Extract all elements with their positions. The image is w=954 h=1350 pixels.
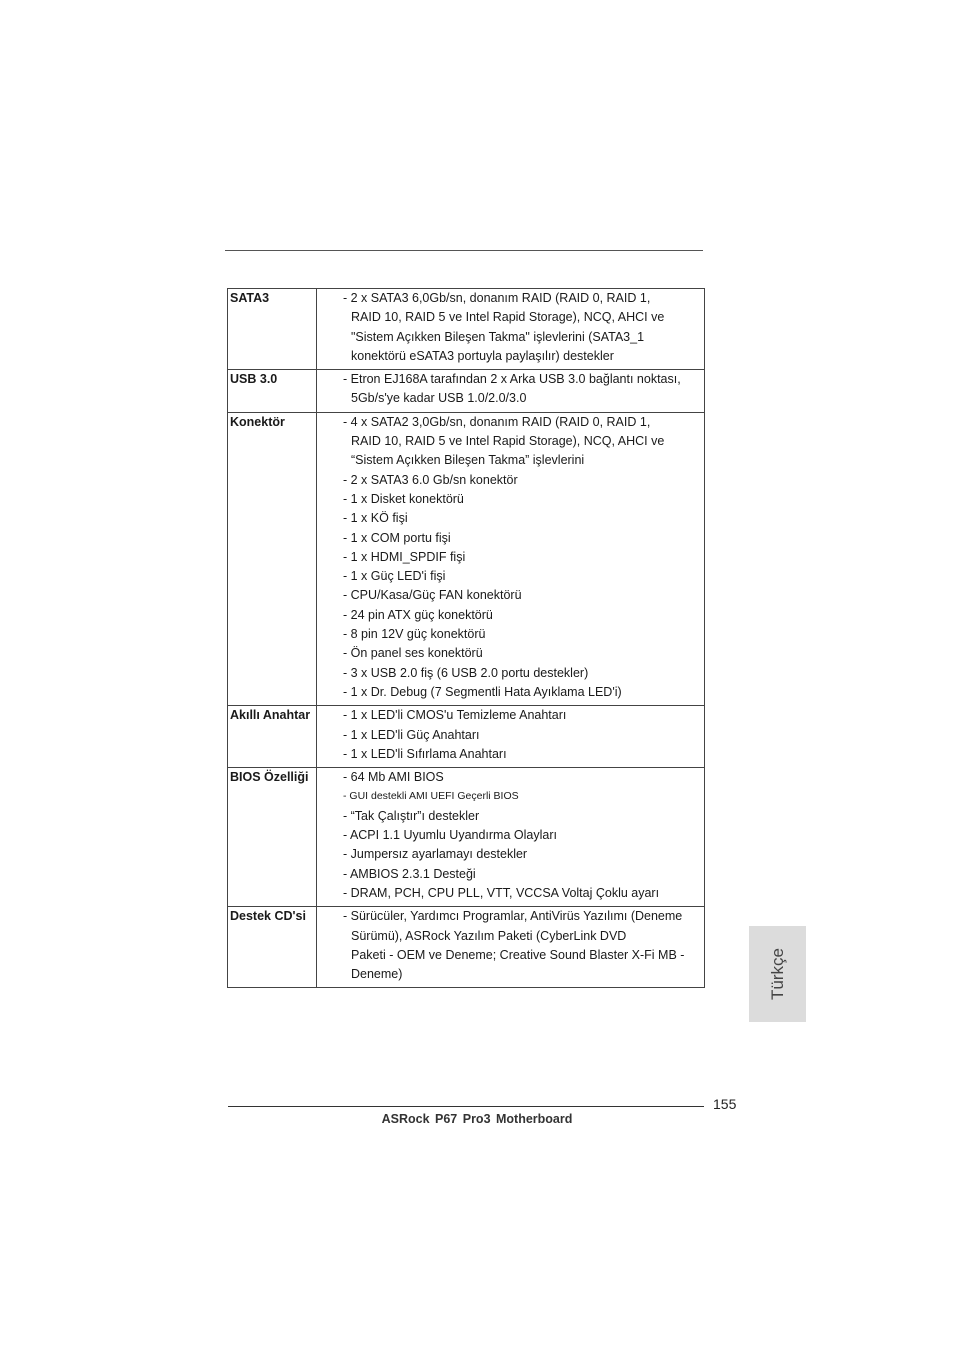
footer-title: ASRock P67 Pro3 Motherboard — [381, 1112, 573, 1126]
spec-line: - 8 pin 12V güç konektörü — [343, 627, 486, 642]
spec-line: - AMBIOS 2.3.1 Desteği — [343, 866, 476, 881]
row-value — [317, 768, 705, 907]
spec-line: - 1 x Dr. Debug (7 Segmentli Hata Ayıklama LED'i) — [343, 684, 622, 699]
spec-line: - 3 x USB 2.0 fiş (6 USB 2.0 portu destekler) — [343, 665, 589, 680]
spec-line: Deneme) — [351, 967, 403, 982]
spec-line: - GUI destekli AMI UEFI Geçerli BIOS — [343, 790, 519, 803]
table-row — [228, 768, 705, 907]
row-label: Akıllı Anahtar — [228, 706, 317, 768]
spec-line: konektörü eSATA3 portuyla paylaşılır) destekler — [351, 348, 614, 363]
table-row — [228, 706, 705, 768]
spec-line: - DRAM, PCH, CPU PLL, VTT, VCCSA Voltaj Çoklu ayarı — [343, 885, 660, 900]
spec-line: RAID 10, RAID 5 ve Intel Rapid Storage), NCQ, AHCI ve — [351, 310, 665, 325]
row-label: USB 3.0 — [228, 370, 317, 413]
table-row — [228, 289, 705, 370]
spec-line: - 1 x COM portu fişi — [343, 530, 451, 545]
spec-line: - ACPI 1.1 Uyumlu Uyandırma Olayları — [343, 828, 557, 843]
spec-line: - Etron EJ168A tarafından 2 x Arka USB 3.0 bağlantı noktası, — [343, 372, 681, 387]
language-tab — [749, 926, 806, 1022]
table-row — [228, 907, 705, 988]
language-tab-label: Türkçe — [767, 948, 787, 1000]
spec-line: “Sistem Açıkken Bileşen Takma” işlevlerini — [351, 453, 585, 468]
spec-line: - 2 x SATA3 6,0Gb/sn, donanım RAID (RAID 0, RAID 1, — [343, 291, 651, 305]
spec-line: - 1 x Güç LED'i fişi — [343, 569, 446, 584]
spec-line: Sürümü), ASRock Yazılım Paketi (CyberLink DVD — [351, 928, 627, 943]
spec-line: - 4 x SATA2 3,0Gb/sn, donanım RAID (RAID 0, RAID 1, — [343, 414, 651, 429]
spec-line: - Ön panel ses konektörü — [343, 646, 483, 661]
spec-line: - 2 x SATA3 6.0 Gb/sn konektör — [343, 472, 518, 487]
spec-table — [227, 288, 705, 988]
table-row — [228, 412, 705, 705]
spec-line: - 1 x Disket konektörü — [343, 491, 464, 506]
spec-line: Paketi - OEM ve Deneme; Creative Sound Blaster X-Fi MB - — [351, 947, 685, 962]
row-label: SATA3 — [228, 289, 317, 370]
row-value — [317, 907, 705, 988]
top-rule — [225, 250, 703, 251]
spec-line: - Sürücüler, Yardımcı Programlar, AntiVirüs Yazılımı (Deneme — [343, 909, 683, 924]
row-label: BIOS Özelliği — [228, 768, 317, 907]
spec-line: - “Tak Çalıştır”ı destekler — [343, 808, 480, 823]
spec-line: - 24 pin ATX güç konektörü — [343, 607, 493, 622]
table-row — [228, 370, 705, 413]
spec-line: - 1 x LED'li Güç Anahtarı — [343, 727, 480, 742]
row-value — [317, 412, 705, 705]
spec-line: - 64 Mb AMI BIOS — [343, 770, 444, 785]
row-label: Konektör — [228, 412, 317, 705]
spec-line: - 1 x LED'li CMOS'u Temizleme Anahtarı — [343, 708, 567, 723]
spec-line: - CPU/Kasa/Güç FAN konektörü — [343, 588, 522, 603]
row-value — [317, 289, 705, 370]
spec-line: - 1 x KÖ fişi — [343, 511, 408, 526]
row-value — [317, 370, 705, 413]
bottom-rule — [228, 1106, 704, 1107]
row-label: Destek CD'si — [228, 907, 317, 988]
row-value — [317, 706, 705, 768]
spec-line: 5Gb/s'ye kadar USB 1.0/2.0/3.0 — [351, 391, 527, 406]
spec-line: - Jumpersız ayarlamayı destekler — [343, 847, 528, 862]
spec-line: - 1 x LED'li Sıfırlama Anahtarı — [343, 746, 507, 761]
page-number: 155 — [713, 1096, 737, 1112]
spec-line: - 1 x HDMI_SPDIF fişi — [343, 549, 466, 564]
spec-line: RAID 10, RAID 5 ve Intel Rapid Storage), NCQ, AHCI ve — [351, 434, 665, 449]
spec-line: "Sistem Açıkken Bileşen Takma" işlevlerini (SATA3_1 — [351, 329, 645, 344]
